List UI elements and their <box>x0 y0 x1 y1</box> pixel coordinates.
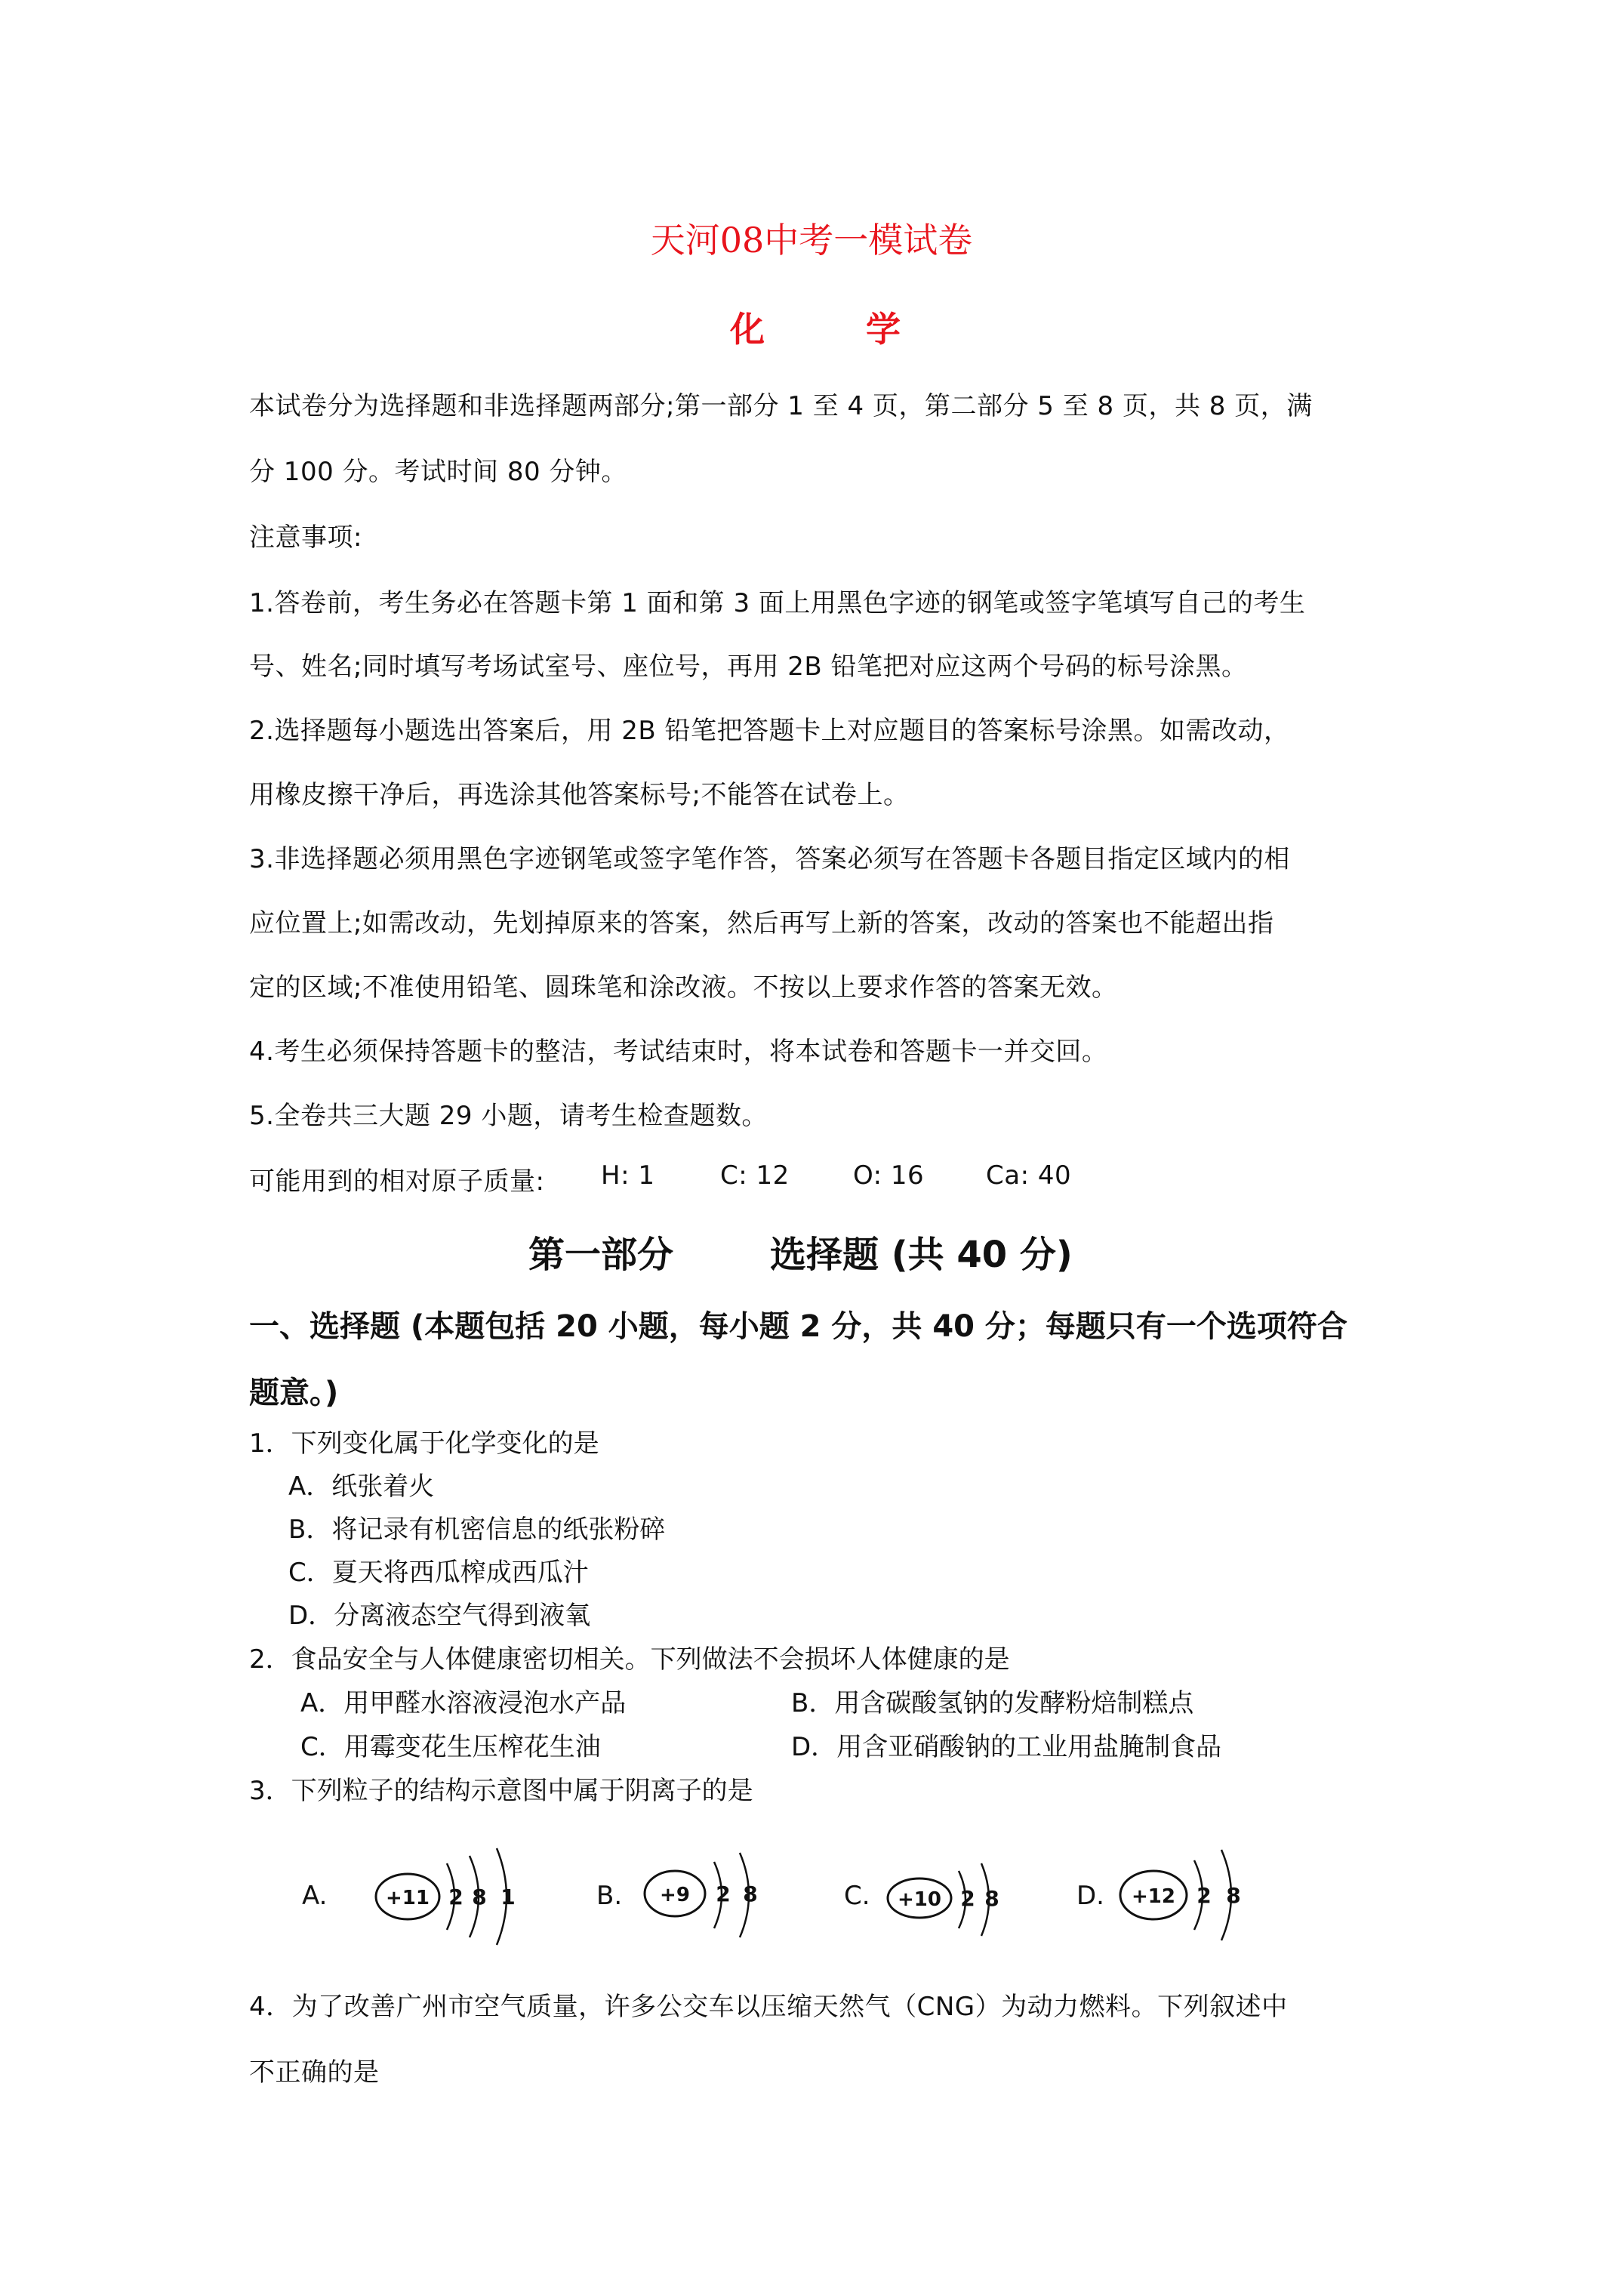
atom-diagram-a <box>302 1848 516 1945</box>
notice-line: 定的区域;不准使用铅笔、圆珠笔和涂改液。不按以上要求作答的答案无效。 <box>249 972 1118 1003</box>
question-3-stem: 3．下列粒子的结构示意图中属于阴离子的是 <box>249 1776 753 1806</box>
notice-line: 5.全卷共三大题 29 小题，请考生检查题数。 <box>249 1101 768 1131</box>
question-4-line: 不正确的是 <box>249 2057 380 2088</box>
notice-line: 4.考生必须保持答题卡的整洁，考试结束时，将本试卷和答题卡一并交回。 <box>249 1037 1108 1067</box>
shell-electrons: 8 <box>472 1885 487 1909</box>
section-heading: 一、选择题 (本题包括 20 小题，每小题 2 分，共 40 分；每题只有一个选项符合 <box>249 1309 1347 1344</box>
shell-electrons: 2 <box>1196 1883 1212 1908</box>
shell-electrons: 1 <box>500 1885 516 1909</box>
question-1-option-b: B．将记录有机密信息的纸张粉碎 <box>288 1515 666 1545</box>
option-label-c: C. <box>844 1881 870 1911</box>
shell-electrons: 8 <box>1226 1883 1241 1908</box>
notice-line: 用橡皮擦干净后，再选涂其他答案标号;不能答在试卷上。 <box>249 780 910 810</box>
nucleus-charge: +9 <box>660 1884 690 1906</box>
intro-line: 分 100 分。考试时间 80 分钟。 <box>249 457 627 487</box>
part-heading-right: 选择题 (共 40 分) <box>770 1234 1073 1276</box>
question-4-line: 4．为了改善广州市空气质量，许多公交车以压缩天然气（CNG）为动力燃料。下列叙述中 <box>249 1992 1288 2022</box>
atomic-mass-item: C: 12 <box>720 1160 790 1191</box>
question-1-stem: 1．下列变化属于化学变化的是 <box>249 1428 599 1459</box>
notice-line: 应位置上;如需改动，先划掉原来的答案，然后再写上新的答案，改动的答案也不能超出指 <box>249 908 1274 938</box>
shell-electrons: 8 <box>984 1886 999 1911</box>
shell-electrons: 2 <box>448 1885 463 1909</box>
question-1-option-c: C．夏天将西瓜榨成西瓜汁 <box>288 1558 589 1588</box>
question-2-option-a: A．用甲醛水溶液浸泡水产品 <box>300 1688 627 1718</box>
atomic-mass-label: 可能用到的相对原子质量: <box>249 1166 545 1197</box>
nucleus-charge: +11 <box>386 1887 430 1909</box>
shell-electrons: 8 <box>743 1881 758 1906</box>
atom-diagram-d <box>1076 1850 1241 1940</box>
shell-electrons: 2 <box>960 1886 975 1911</box>
section-heading: 题意。) <box>249 1376 339 1410</box>
notice-line: 3.非选择题必须用黑色字迹钢笔或签字笔作答，答案必须写在答题卡各题目指定区域内的相 <box>249 844 1290 874</box>
notice-line: 2.选择题每小题选出答案后，用 2B 铅笔把答题卡上对应题目的答案标号涂黑。如需改动， <box>249 716 1290 746</box>
shell-electrons: 2 <box>716 1881 731 1906</box>
part-heading-left: 第一部分 <box>528 1234 674 1276</box>
atomic-mass-item: Ca: 40 <box>986 1160 1072 1191</box>
question-2-option-b: B．用含碳酸氢钠的发酵粉焙制糕点 <box>791 1688 1194 1718</box>
nucleus-charge: +12 <box>1132 1885 1175 1908</box>
atomic-mass-item: H: 1 <box>601 1160 655 1191</box>
option-label-b: B. <box>596 1881 623 1911</box>
question-1-option-d: D．分离液态空气得到液氧 <box>288 1601 591 1631</box>
question-2-option-d: D．用含亚硝酸钠的工业用盐腌制食品 <box>791 1732 1222 1762</box>
subject-char-2: 学 <box>866 309 901 350</box>
notice-line: 号、姓名;同时填写考场试室号、座位号，再用 2B 铅笔把对应这两个号码的标号涂黑。 <box>249 652 1248 682</box>
option-label-d: D. <box>1076 1881 1104 1911</box>
exam-title: 天河08中考一模试卷 <box>650 220 973 260</box>
atom-diagram-b <box>596 1853 758 1937</box>
option-label-a: A. <box>302 1881 328 1911</box>
atom-diagram-c <box>844 1863 999 1936</box>
intro-line: 本试卷分为选择题和非选择题两部分;第一部分 1 至 4 页，第二部分 5 至 8 页，共 8 页，满 <box>249 391 1313 421</box>
subject-char-1: 化 <box>730 309 765 350</box>
question-1-option-a: A．纸张着火 <box>288 1472 435 1502</box>
atomic-structure-diagrams <box>294 1827 1306 1963</box>
notice-heading: 注意事项: <box>249 522 362 553</box>
notice-line: 1.答卷前，考生务必在答题卡第 1 面和第 3 面上用黑色字迹的钢笔或签字笔填写自己的考生 <box>249 588 1306 618</box>
nucleus-charge: +10 <box>898 1888 941 1911</box>
question-2-option-c: C．用霉变花生压榨花生油 <box>300 1732 601 1762</box>
atomic-mass-item: O: 16 <box>853 1160 925 1191</box>
question-2-stem: 2．食品安全与人体健康密切相关。下列做法不会损坏人体健康的是 <box>249 1644 1010 1675</box>
